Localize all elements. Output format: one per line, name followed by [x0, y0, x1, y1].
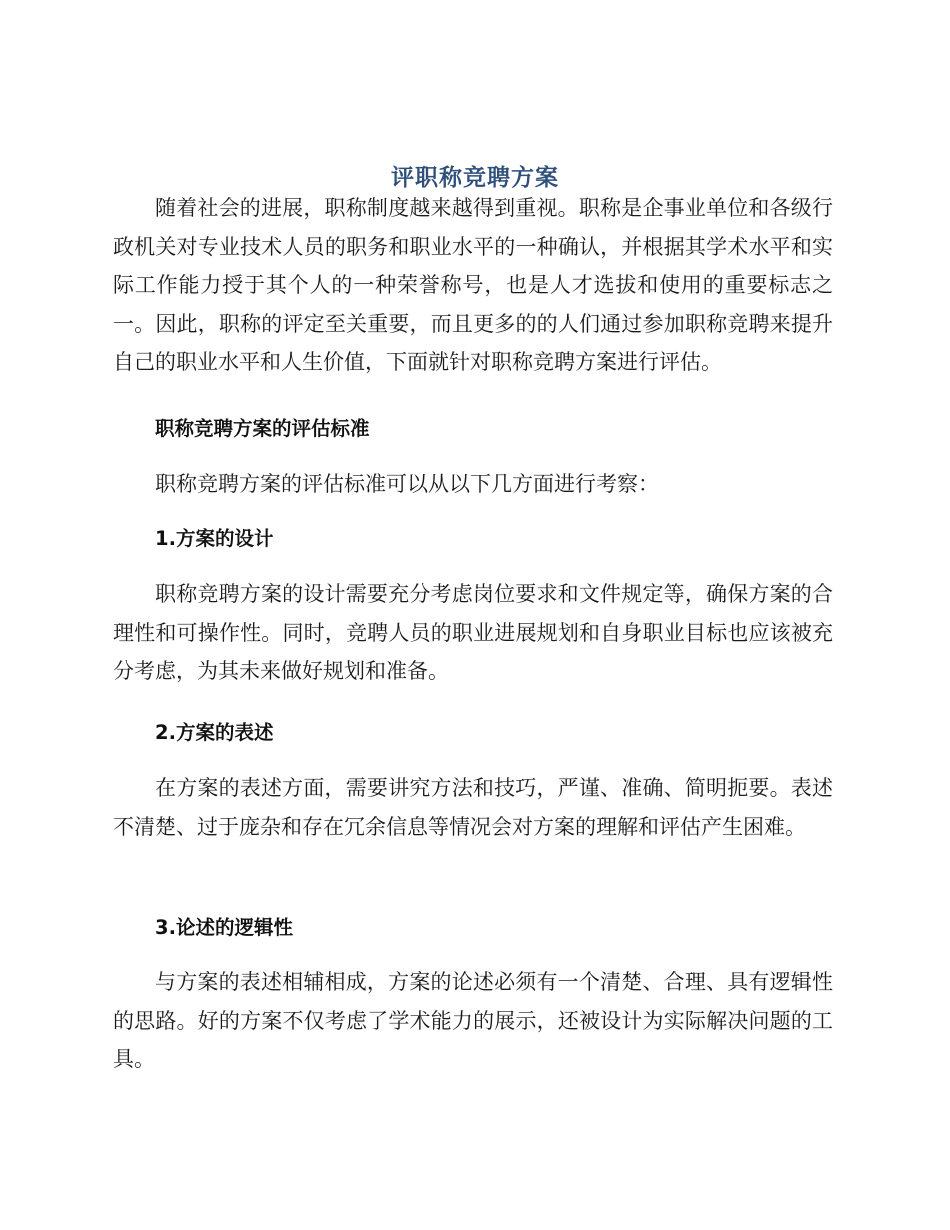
intro-paragraph: 随着社会的进展，职称制度越来越得到重视。职称是企事业单位和各级行政机关对专业技术人员的职务和职业水平的一种确认，并根据其学术水平和实际工作能力授于其个人的一种荣誉称号，也是人才选拔和使用的重要标志之一。因此，职称的评定至关重要，而且更多的的人们通过参加职称竞聘来提升自己的职业水平和人生价值，下面就针对职称竞聘方案进行评估。	[113, 196, 833, 374]
section-heading-design: 1.方案的设计	[155, 527, 274, 550]
section-heading-logic: 3.论述的逻辑性	[155, 916, 293, 939]
criteria-intro-paragraph: 职称竞聘方案的评估标准可以从以下几方面进行考察：	[155, 472, 659, 496]
section-body-design: 职称竞聘方案的设计需要充分考虑岗位要求和文件规定等，确保方案的合理性和可操作性。同时，竞聘人员的职业进展规划和自身职业目标也应该被充分考虑，为其未来做好规划和准备。	[113, 582, 833, 683]
document-title: 评职称竞聘方案	[391, 165, 559, 192]
criteria-heading: 职称竞聘方案的评估标准	[155, 417, 370, 440]
section-body-logic: 与方案的表述相辅相成，方案的论述必须有一个清楚、合理、具有逻辑性的思路。好的方案不仅考虑了学术能力的展示，还被设计为实际解决问题的工具。	[113, 970, 833, 1071]
section-body-expression: 在方案的表述方面，需要讲究方法和技巧，严谨、准确、简明扼要。表述不清楚、过于庞杂和存在冗余信息等情况会对方案的理解和评估产生困难。	[113, 776, 833, 839]
section-heading-expression: 2.方案的表述	[155, 721, 274, 744]
